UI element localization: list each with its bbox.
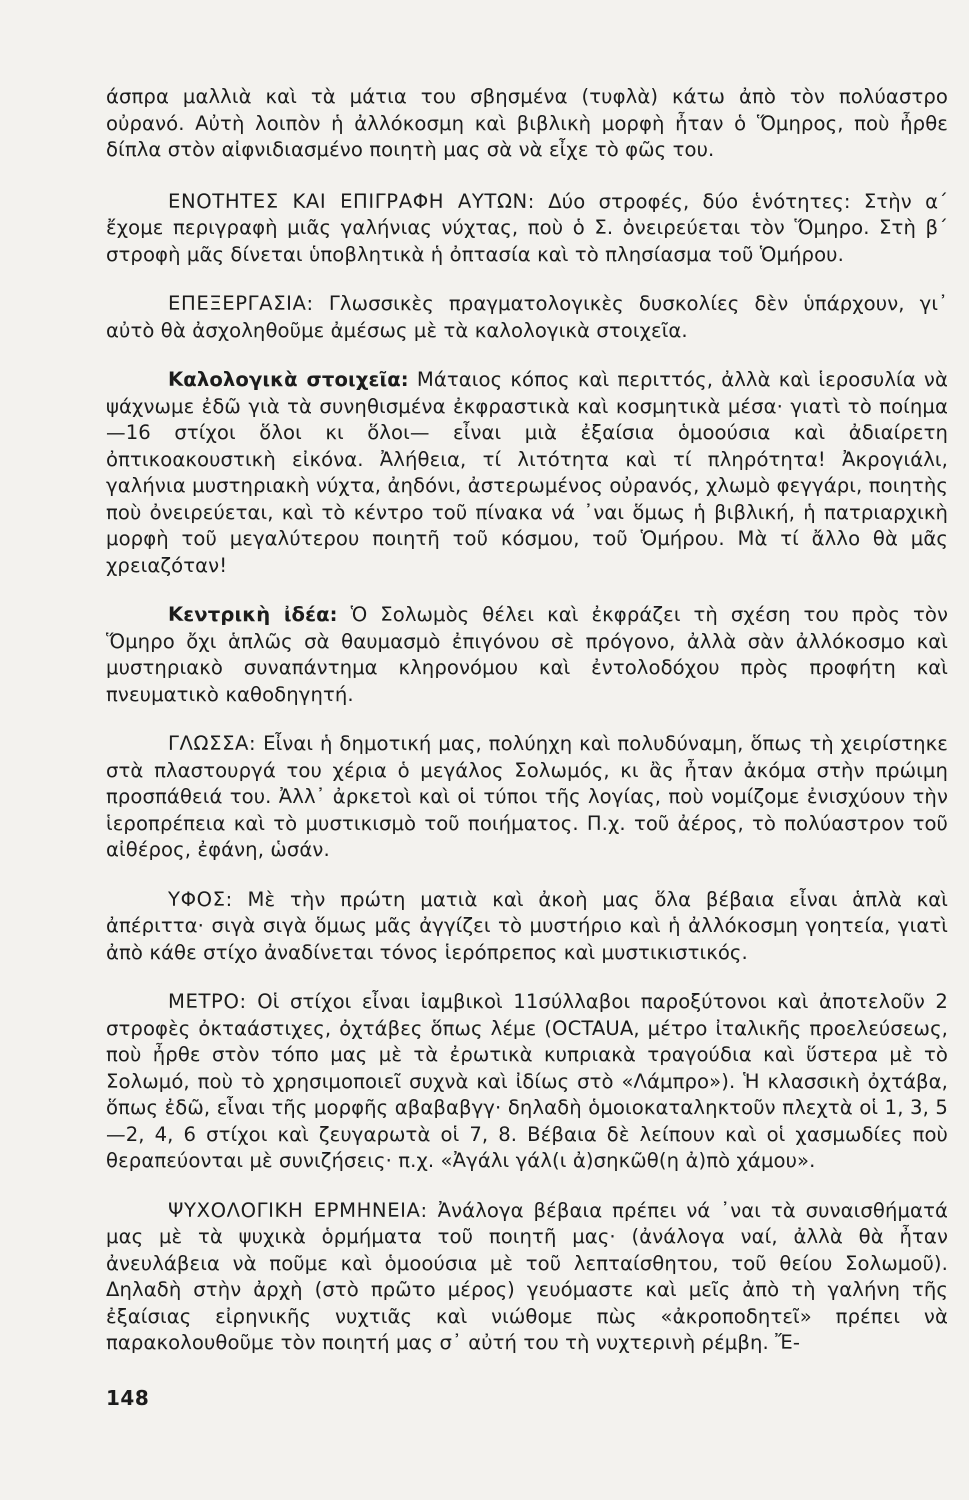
paragraph-language — [106, 731, 948, 864]
body-text — [106, 84, 948, 1380]
paragraph-text: Εἶναι ἡ δημοτική μας, πολύηχη καὶ πολυδύναμη, ὅπως τὴ χειρίστηκε στὰ πλαστουργά του χέρια ὁ μεγάλος Σολωμός, κι ἂς ἦταν ἀκόμα στὴν πρώιμη προσπάθειά του. Ἀλλ᾽ ἀρκετοὶ καὶ οἱ τύποι τῆς λογίας, ποὺ νομίζομε ἐνισχύουν τὴν ἱεροπρέπεια καὶ τὸ μυστικισμὸ τοῦ ποιήματος. Π.χ. τοῦ ἀέρος, τὸ πολύαστρον τοῦ αἰθέρος, ἐφάνη, ὡσάν. — [106, 732, 948, 861]
paragraph-text: Ὁ Σολωμὸς θέλει καὶ ἐκφράζει τὴ σχέση του πρὸς τὸν Ὅμηρο ὄχι ἁπλῶς σὰ θαυμασμὸ ἐπιγόνου σὲ πρόγονο, ἀλλὰ σὰν ἀλλόκοσμο καὶ μυστηριακὸ συναπάντημα κληρονόμου καὶ ἐντολοδόχου πρὸς προφήτη καὶ πνευματικὸ καθοδηγητή. — [106, 603, 948, 706]
section-heading: ΕΝΟΤΗΤΕΣ ΚΑΙ ΕΠΙΓΡΑΦΗ ΑΥΤΩΝ: — [168, 189, 536, 213]
paragraph-intro — [106, 84, 948, 164]
section-heading: ΜΕΤΡΟ: — [168, 990, 247, 1013]
section-heading: ΥΦΟΣ: — [168, 887, 233, 911]
paragraph-style — [106, 887, 948, 967]
paragraph-meter — [106, 989, 948, 1175]
section-heading: Κεντρικὴ ἰδέα: — [168, 603, 338, 626]
paragraph-units-and-titles — [106, 189, 948, 269]
paragraph-text: Οἱ στίχοι εἶναι ἰαμβικοὶ 11σύλλαβοι παροξύτονοι καὶ ἀποτελοῦν 2 στροφὲς ὀκταάστιχες, ὀχτάβες ὅπως λέμε (OCTAUA, μέτρο ἰταλικῆς προελεύσεως, ποὺ ἦρθε στὸν τόπο μας μὲ τὰ ἐρωτικὰ κυπριακὰ τραγούδια καὶ ὕστερα μὲ τὸ Σολωμό, ποὺ τὸ χρησιμοποιεῖ συχνὰ καὶ ἰδίως στὸ «Λάμπρο»). Ἡ κλασσικὴ ὀχτάβα, ὅπως ἐδῶ, εἶναι τῆς μορφῆς αβαβαβγγ· δηλαδὴ ὁμοιοκαταληκτοῦν πλεχτὰ οἱ 1, 3, 5—2, 4, 6 στίχοι καὶ ζευγαρωτὰ οἱ 7, 8. Βέβαια δὲ λείπουν καὶ οἱ χασμωδίες ποὺ θεραπεύονται μὲ συνιζήσεις· π.χ. «Ἀγάλι γάλ(ι ἀ)σηκῶθ(η ἀ)πὸ χάμου». — [106, 990, 948, 1172]
section-heading: ΨΥΧΟΛΟΓΙΚΗ ΕΡΜΗΝΕΙΑ: — [168, 1198, 428, 1222]
paragraph-stylistic-elements — [106, 367, 948, 579]
page-number: 148 — [106, 1386, 150, 1410]
paragraph-text: Ἀνάλογα βέβαια πρέπει νά ᾽ναι τὰ συναισθήματά μας μὲ τὰ ψυχικὰ ὁρμήματα τοῦ ποιητῆ μας· (ἀνάλογα ναί, ἀλλὰ θὰ ἦταν ἀνευλάβεια νὰ ποῦμε καὶ ὁμοούσια μὲ τοῦ λεπταίσθητου, τοῦ θείου Σολωμοῦ). Δηλαδὴ στὴν ἀρχὴ (στὸ πρῶτο μέρος) γευόμαστε καὶ μεῖς ἀπὸ τὴ γαλήνη τῆς ἐξαίσιας εἰρηνικῆς νυχτιᾶς καὶ νιώθομε πὼς «ἀκροποδητεῖ» πρέπει νὰ παρακολουθοῦμε τὸν ποιητή μας σ᾽ αὐτή του τὴ νυχτερινὴ ρέμβη. Ἔ- — [106, 1198, 948, 1354]
paragraph-text: Γλωσσικὲς πραγματολογικὲς δυσκολίες δὲν ὑπάρχουν, γι᾽ αὐτὸ θὰ ἀσχοληθοῦμε ἀμέσως μὲ τὰ καλολογικὰ στοιχεῖα. — [106, 292, 948, 342]
paragraph-text: Μὲ τὴν πρώτη ματιὰ καὶ ἀκοὴ μας ὅλα βέβαια εἶναι ἁπλὰ καὶ ἀπέριττα· σιγὰ σιγὰ ὅμως μᾶς ἀγγίζει τὸ μυστήριο καὶ ἡ ἀλλόκοσμη γοητεία, γιατὶ ἀπὸ κάθε στίχο ἀναδίνεται τόνος ἱερόπρεπος καὶ μυστικιστικός. — [106, 887, 948, 964]
section-heading: ΕΠΕΞΕΡΓΑΣΙΑ: — [168, 292, 314, 315]
paragraph-psychological-interpretation — [106, 1198, 948, 1357]
paragraph-text: Δύο στροφές, δύο ἑνότητες: Στὴν α΄ ἔχομε περιγραφὴ μιᾶς γαλήνιας νύχτας, ποὺ ὁ Σ. ὀνειρεύεται τὸν Ὅμηρο. Στὴ β΄ στροφὴ μᾶς δίνεται ὑποβλητικὰ ἡ ὀπτασία καὶ τὸ πλησίασμα τοῦ Ὁμήρου. — [106, 189, 948, 266]
paragraph-processing — [106, 291, 948, 344]
section-heading: Καλολογικὰ στοιχεῖα: — [168, 368, 409, 391]
paragraph-text: άσπρα μαλλιὰ καὶ τὰ μάτια του σβησμένα (τυφλὰ) κάτω ἀπὸ τὸν πολύαστρο οὐρανό. Αὐτὴ λοιπὸν ἡ ἀλλόκοσμη καὶ βιβλικὴ μορφὴ ἦταν ὁ Ὅμηρος, ποὺ ἦρθε δίπλα στὸν αἰφνιδιασμένο ποιητὴ μας σὰ νὰ εἶχε τὸ φῶς του. — [106, 85, 948, 161]
paragraph-central-idea — [106, 602, 948, 708]
paragraph-text: Μάταιος κόπος καὶ περιττός, ἀλλὰ καὶ ἱεροσυλία νὰ ψάχνωμε ἐδῶ γιὰ τὰ συνηθισμένα ἐκφραστικὰ καὶ κοσμητικὰ μέσα· γιατὶ τὸ ποίημα —16 στίχοι ὅλοι κι ὅλοι— εἶναι μιὰ ἐξαίσια ὁμοούσια καὶ ἀδιαίρετη ὀπτικοακουστικὴ εἰκόνα. Ἀλήθεια, τί λιτότητα καὶ τί πληρότητα! Ἀκρογιάλι, γαλήνια μυστηριακὴ νύχτα, ἀηδόνι, ἀστερωμένος οὐρανός, χλωμὸ φεγγάρι, ποιητὴς ποὺ ὀνειρεύεται, καὶ τὸ κέντρο τοῦ πίνακα νά ᾽ναι ὅμως ἡ βιβλική, ἡ πατριαρχικὴ μορφὴ τοῦ μεγαλύτερου ποιητῆ τοῦ κόσμου, τοῦ Ὁμήρου. Μὰ τί ἄλλο θὰ μᾶς χρειαζόταν! — [106, 368, 948, 577]
section-heading: ΓΛΩΣΣΑ: — [168, 732, 257, 755]
